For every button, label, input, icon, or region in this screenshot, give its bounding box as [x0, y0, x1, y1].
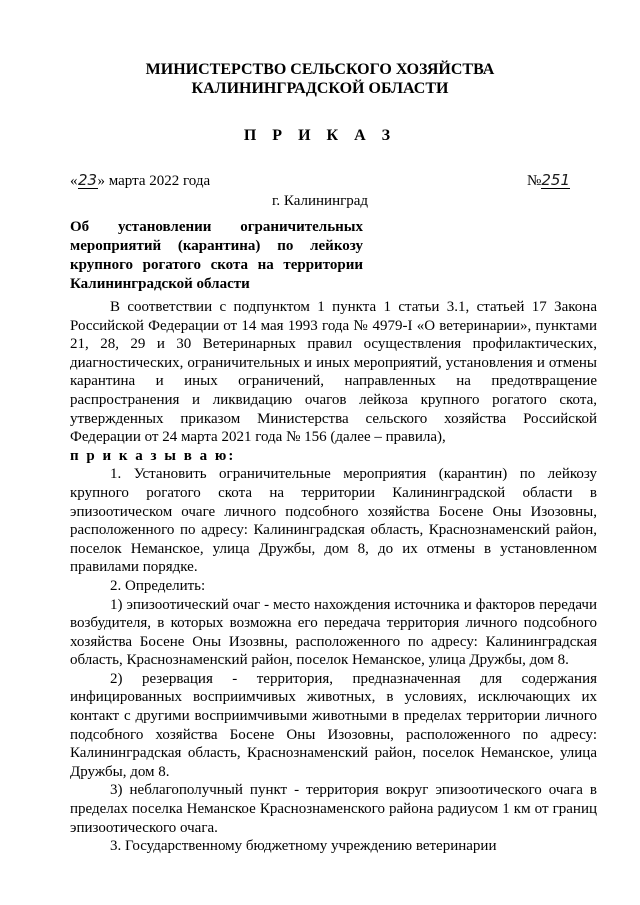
order-word-paragraph — [70, 447, 597, 466]
paragraph-2-1: 1) эпизоотический очаг - место нахождения источника и факторов передачи возбудителя, в которых возможна его передача территория личного подсобного хозяйства Босене Оны Изозвны, расположенного по адресу: Калининградская область, Краснознаменский район, поселок Неманское, улица Дружбы, дом 8. — [70, 596, 597, 669]
paragraph-3: 3. Государственному бюджетному учреждению ветеринарии — [110, 838, 497, 855]
paragraph-2-2: 2) резервация - территория, предназначенная для содержания инфицированных восприимчивых животных, в условиях, исключающих их контакт с другими восприимчивыми животными в пределах территории личного подсобного хозяйства Босене Оны Изозовны, расположенного по адресу: Калининградская область, Краснознаменский район, поселок Неманское, улица Дружбы, дом 8. — [70, 670, 597, 780]
paragraph-2-3: 3) неблагополучный пункт - территория вокруг эпизоотического очага в пределах поселка Неманское Краснознаменского района радиусом 1 км от границ эпизоотического очага. — [70, 782, 597, 836]
order-word: п р и к а з ы в а ю: — [70, 447, 236, 464]
paragraph-2: 2. Определить: — [110, 577, 206, 594]
date-day-handwritten: 23 — [77, 171, 98, 189]
ministry-header-line1: МИНИСТЕРСТВО СЕЛЬСКОГО ХОЗЯЙСТВА — [145, 61, 495, 78]
date-rest: » марта 2022 года — [97, 173, 211, 189]
order-body — [70, 298, 597, 856]
order-date — [70, 173, 210, 190]
paragraph-1: 1. Установить ограничительные мероприятия (карантин) по лейкозу крупного рогатого скота на территории Калининградской области в эпизоотическом очаге личного подсобного хозяйства Босене Оны Изозовны, расположенного по адресу: Калининградская область, Краснознаменский район, поселок Неманское, улица Дружбы, дом 8, до их отмены в установленном правилами порядке. — [70, 466, 597, 576]
body-intro — [70, 298, 597, 447]
order-title: П Р И К А З — [243, 127, 397, 144]
order-subject: Об установлении ограничительных мероприятий (карантина) по лейкозу крупного рогатого скота на территории Калининградской области — [70, 219, 363, 292]
date-open-quote: « — [70, 173, 78, 189]
body-intro-text: В соответствии с подпунктом 1 пункта 1 статьи 3.1, статьей 17 Закона Российской Федерации от 14 мая 1993 года № 4979-I «О ветеринарии», пунктами 21, 28, 29 и 30 Ветеринарных правил осуществления профилактических, диагностических, ограничительных и иных мероприятий, установления и отмены карантина и иных ограничений, направленных на предотвращение распространения и ликвидацию очагов лейкоза крупного рогатого скота, утвержденных приказом Министерства сельского хозяйства Российской Федерации от 24 марта 2021 года № 156 (далее – правила), — [70, 299, 597, 446]
number-value-handwritten: 251 — [541, 171, 570, 189]
city: г. Калининград — [271, 193, 369, 209]
number-sign: № — [527, 173, 542, 189]
order-number — [527, 173, 570, 190]
ministry-header — [0, 60, 640, 98]
ministry-header-line2: КАЛИНИНГРАДСКОЙ ОБЛАСТИ — [191, 80, 449, 97]
